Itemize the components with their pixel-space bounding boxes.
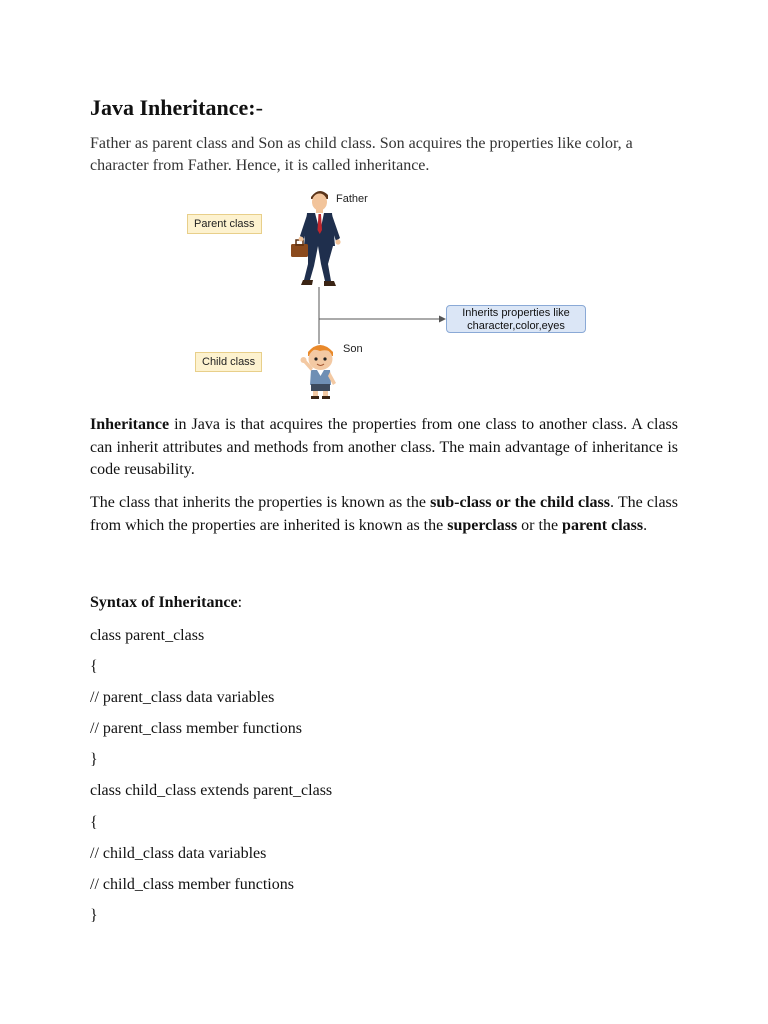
son-label: Son <box>343 343 363 355</box>
father-label: Father <box>336 193 368 205</box>
son-figure-icon <box>301 345 337 399</box>
code-line: // child_class data variables <box>90 845 267 862</box>
title-text: Java Inheritance: <box>90 95 256 120</box>
subclass-superclass-paragraph <box>90 492 678 537</box>
para2-text-4: . <box>643 516 648 534</box>
inherits-line-2: character,color,eyes <box>467 320 565 332</box>
figure-graphics <box>0 0 768 400</box>
code-line: class parent_class <box>90 627 205 644</box>
inherits-properties-box <box>446 305 586 333</box>
para2-text-1: The class that inherits the properties is known as the <box>90 494 431 511</box>
father-figure-icon <box>291 191 341 286</box>
parent-class-term: parent class <box>562 516 644 534</box>
child-class-label: Child class <box>195 352 262 372</box>
definition-text: in Java is that acquires the properties from one class to another class. A class can inherit attributes and methods from another class. The main advantage of inheritance is code reusability. <box>90 416 678 478</box>
code-line: { <box>90 814 98 831</box>
intro-paragraph: Father as parent class and Son as child class. Son acquires the properties like color, a character from Father. Hence, it is called inheritance. <box>90 135 633 174</box>
inheritance-definition-paragraph <box>90 414 678 482</box>
code-line: // parent_class data variables <box>90 689 275 706</box>
superclass-term: superclass <box>447 516 518 534</box>
para2-text-3: or the <box>517 516 563 534</box>
parent-class-label: Parent class <box>187 214 262 234</box>
inherits-line-1: Inherits properties like <box>462 307 570 319</box>
inheritance-term: Inheritance <box>90 416 170 433</box>
code-line: } <box>90 907 98 924</box>
syntax-heading-text: Syntax of Inheritance <box>90 594 238 611</box>
syntax-heading-colon: : <box>237 594 243 611</box>
code-line: } <box>90 751 98 768</box>
para2-text-2: . The class from which the properties are inherited is known as the <box>90 494 678 534</box>
title-suffix: - <box>255 95 263 120</box>
code-line: // parent_class member functions <box>90 720 302 737</box>
code-line: class child_class extends parent_class <box>90 782 333 799</box>
syntax-heading <box>90 594 242 612</box>
code-line: // child_class member functions <box>90 876 294 893</box>
code-line: { <box>90 658 98 675</box>
subclass-term: sub-class or the child class <box>430 494 610 511</box>
arrow-head-icon <box>439 316 446 323</box>
